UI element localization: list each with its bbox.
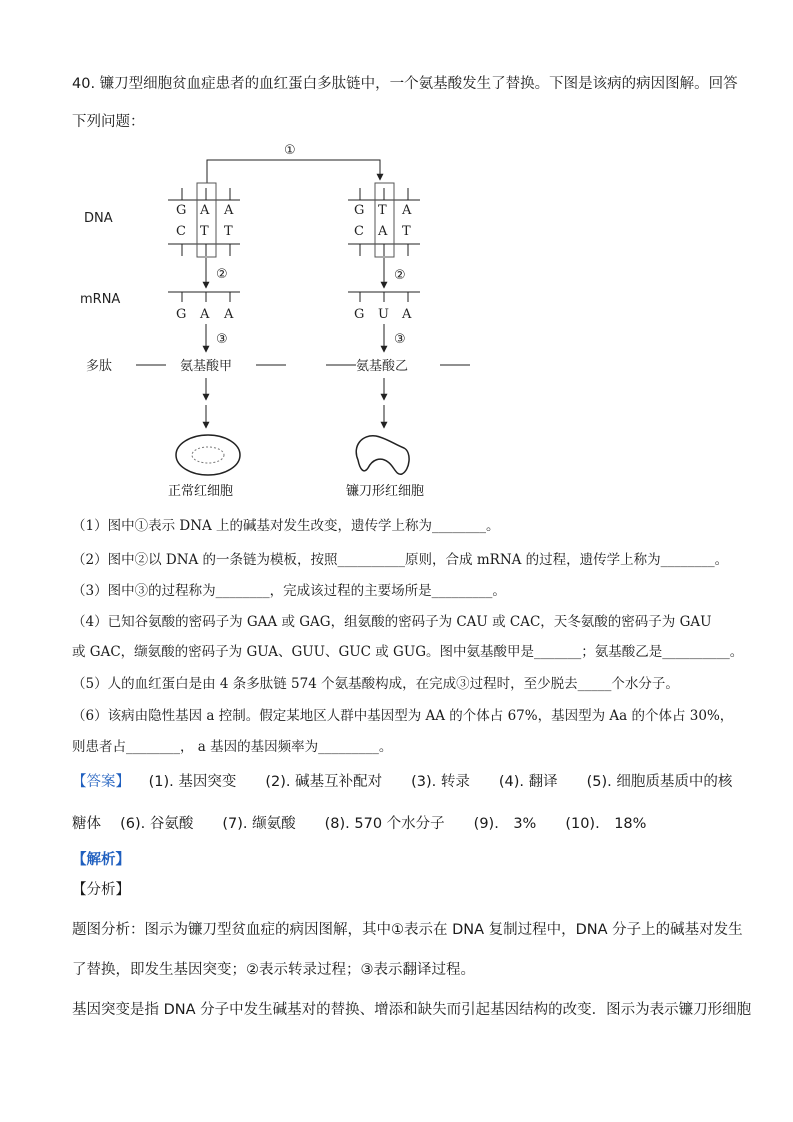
right-dna-bottom-3: T [402, 224, 411, 239]
left-mrna-base-1: G [176, 307, 187, 322]
mutation-connector [207, 160, 380, 183]
sickle-cell-caption: 镰刀形红细胞 [346, 484, 425, 499]
question-stem-line1: 40. 镰刀型细胞贫血症患者的血红蛋白多肽链中，一个氨基酸发生了替换。下图是该病的病因图解。回答 [72, 76, 738, 92]
subquestion-4-line1: （4）已知谷氨酸的密码子为 GAA 或 GAG，组氨酸的密码子为 CAU 或 CAC，天冬氨酸的密码子为 GAU [72, 614, 712, 630]
right-dna-bottom-2: A [378, 224, 388, 239]
analysis-paragraph-2: 了替换，即发生基因突变；②表示转录过程；③表示翻译过程。 [72, 962, 475, 978]
answer-line2: 糖体 (6). 谷氨酸 (7). 缬氨酸 (8). 570 个水分子 (9). 3% (10). 18% [72, 816, 647, 832]
left-step2-label: ② [216, 267, 228, 282]
amino-acid-left: 氨基酸甲 [180, 359, 233, 374]
subquestion-4-line2: 或 GAC，缬氨酸的密码子为 GUA、GUU、GUC 或 GUG。图中氨基酸甲是_______；氨基酸乙是__________。 [72, 644, 744, 660]
left-dna-bottom-2: T [200, 224, 209, 239]
left-mrna-base-2: A [200, 307, 210, 322]
analysis-paragraph-1: 题图分析：图示为镰刀型贫血症的病因图解，其中①表示在 DNA 复制过程中，DNA 分子上的碱基对发生 [72, 922, 743, 938]
analysis-sub-label: 【分析】 [72, 882, 130, 898]
sickle-cell-icon [356, 436, 409, 474]
analysis-paragraph-3: 基因突变是指 DNA 分子中发生碱基对的替换、增添和缺失而引起基因结构的改变．图示为表示镰刀形细胞 [72, 1002, 752, 1018]
left-dna-bottom-3: T [224, 224, 233, 239]
right-step3-label: ③ [394, 332, 406, 347]
step1-label: ① [284, 143, 296, 158]
answer-label: 【答案】 [72, 774, 130, 790]
right-dna-top-1: G [354, 203, 365, 218]
right-dna [348, 183, 420, 257]
row-label-mrna: mRNA [80, 292, 121, 307]
row-label-dna: DNA [84, 211, 113, 226]
subquestion-6-line2: 则患者占________， a 基因的基因频率为_________。 [72, 739, 393, 755]
left-dna-top-3: A [224, 203, 234, 218]
subquestion-5: （5）人的血红蛋白是由 4 条多肽链 574 个氨基酸构成，在完成③过程时，至少脱去_____个水分子。 [72, 676, 679, 692]
right-mrna-base-3: A [402, 307, 412, 322]
pathogenesis-diagram [0, 0, 793, 520]
normal-red-cell-icon [176, 435, 240, 475]
left-dna-top-1: G [176, 203, 187, 218]
right-mrna [348, 292, 420, 302]
right-dna-top-3: A [402, 203, 412, 218]
left-mrna-base-3: A [224, 307, 234, 322]
left-dna-bottom-1: C [176, 224, 186, 239]
subquestion-2: （2）图中②以 DNA 的一条链为模板，按照__________原则，合成 mRNA 的过程，遗传学上称为________。 [72, 552, 729, 568]
answer-text-1: (1). 基因突变 (2). 碱基互补配对 (3). 转录 (4). 翻译 (5). 细胞质基质中的核 [148, 774, 733, 790]
subquestion-6-line1: （6）该病由隐性基因 a 控制。假定某地区人群中基因型为 AA 的个体占 67%，基因型为 Aa 的个体占 30%， [72, 708, 734, 724]
right-mrna-base-2: U [378, 307, 389, 322]
left-step3-label: ③ [216, 332, 228, 347]
answer-line1 [72, 770, 732, 791]
right-step2-label: ② [394, 268, 406, 283]
left-dna [168, 183, 240, 257]
right-dna-top-2: T [378, 203, 387, 218]
subquestion-3: （3）图中③的过程称为________，完成该过程的主要场所是_________。 [72, 583, 506, 599]
subquestion-1: （1）图中①表示 DNA 上的碱基对发生改变，遗传学上称为________。 [72, 518, 500, 534]
left-dna-top-2: A [200, 203, 210, 218]
right-mrna-base-1: G [354, 307, 365, 322]
right-dna-bottom-1: C [354, 224, 364, 239]
question-stem-line2: 下列问题： [72, 114, 145, 130]
analysis-label: 【解析】 [72, 852, 130, 868]
left-mrna [168, 292, 240, 302]
amino-acid-right: 氨基酸乙 [356, 359, 409, 374]
normal-cell-caption: 正常红细胞 [168, 484, 234, 499]
row-label-peptide: 多肽 [86, 359, 113, 374]
